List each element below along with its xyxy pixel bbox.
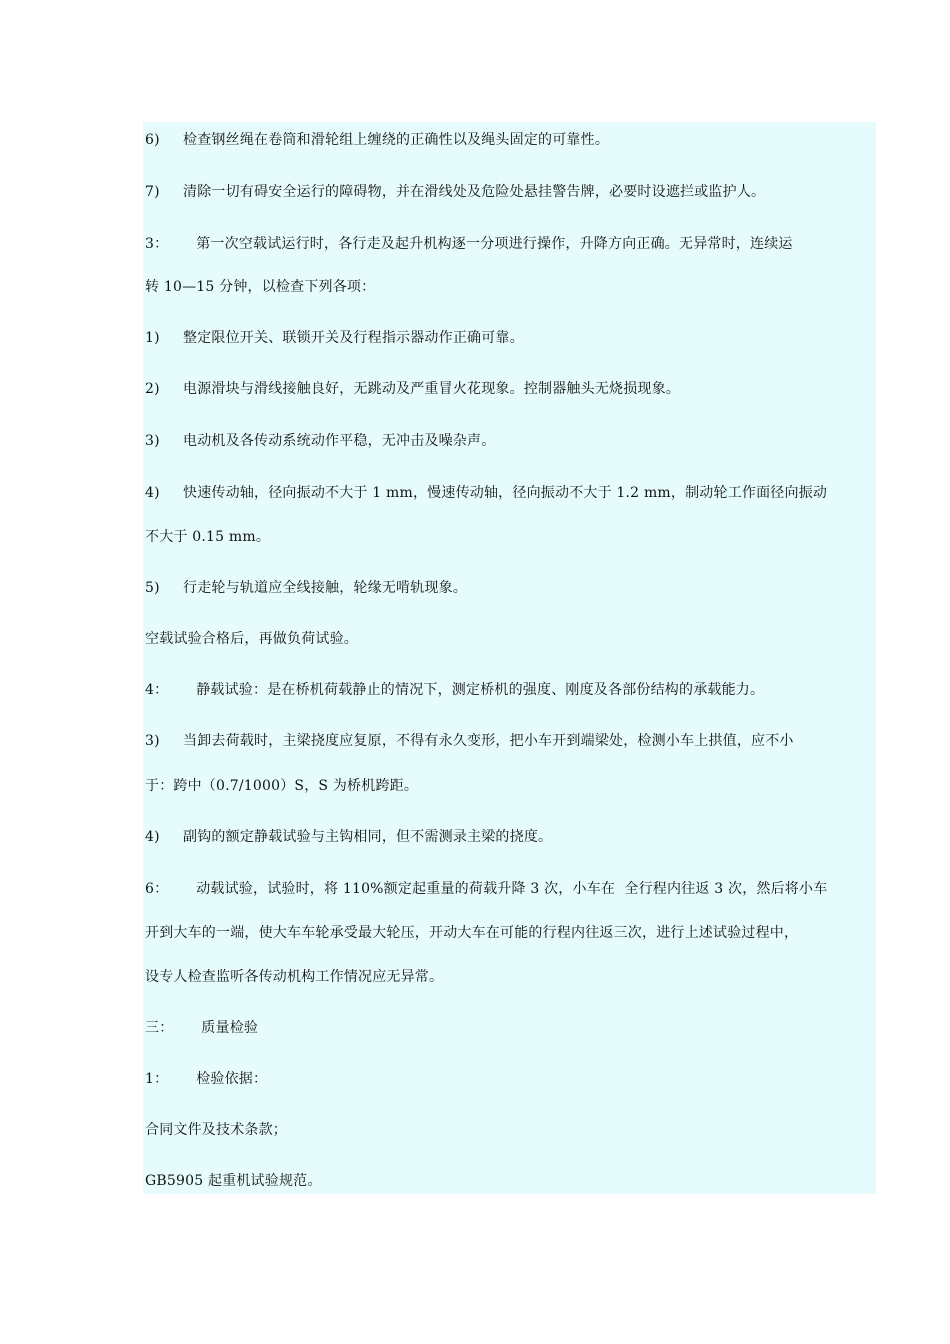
text-line: 合同文件及技术条款； <box>145 1122 287 1138</box>
text-line: 4： 静载试验：是在桥机荷载静止的情况下，测定桥机的强度、刚度及各部份结构的承载能力。 <box>145 682 765 698</box>
text-line: 4) 副钩的额定静载试验与主钩相同，但不需测录主梁的挠度。 <box>145 829 553 845</box>
text-line: 5) 行走轮与轨道应全线接触，轮缘无啃轨现象。 <box>145 580 468 596</box>
text-line: 3) 电动机及各传动系统动作平稳，无冲击及噪杂声。 <box>145 433 496 449</box>
text-line: 不大于 0.15 mm。 <box>145 529 271 545</box>
text-line: 7) 清除一切有碍安全运行的障碍物，并在滑线处及危险处悬挂警告牌，必要时设遮拦或监护人。 <box>145 184 766 200</box>
document-body <box>143 122 876 1194</box>
text-line: GB5905 起重机试验规范。 <box>145 1173 322 1189</box>
text-line: 1： 检验依据： <box>145 1071 268 1087</box>
text-line: 6： 动载试验，试验时，将 110%额定起重量的荷载升降 3 次，小车在 全行程内往返 3 次，然后将小车 <box>145 881 828 897</box>
text-line: 空载试验合格后，再做负荷试验。 <box>145 631 358 647</box>
text-line: 于：跨中（0.7/1000）S，S 为桥机跨距。 <box>145 778 419 794</box>
text-line: 转 10—15 分钟，以检查下列各项： <box>145 279 376 295</box>
text-line: 3： 第一次空载试运行时，各行走及起升机构逐一分项进行操作，升降方向正确。无异常时，连续运 <box>145 236 793 252</box>
text-line: 6) 检查钢丝绳在卷筒和滑轮组上缠绕的正确性以及绳头固定的可靠性。 <box>145 132 610 148</box>
text-line: 4) 快速传动轴，径向振动不大于 1 mm，慢速传动轴，径向振动不大于 1.2 mm，制动轮工作面径向振动 <box>145 485 828 501</box>
text-line: 3) 当卸去荷载时，主梁挠度应复原，不得有永久变形，把小车开到端梁处，检测小车上拱值，应不小 <box>145 733 794 749</box>
text-line: 三： 质量检验 <box>145 1020 259 1036</box>
text-line: 2) 电源滑块与滑线接触良好，无跳动及严重冒火花现象。控制器触头无烧损现象。 <box>145 381 681 397</box>
text-line: 开到大车的一端，使大车车轮承受最大轮压，开动大车在可能的行程内往返三次，进行上述试验过程中， <box>145 925 799 941</box>
text-line: 设专人检查监听各传动机构工作情况应无异常。 <box>145 969 444 985</box>
text-line: 1) 整定限位开关、联锁开关及行程指示器动作正确可靠。 <box>145 330 524 346</box>
